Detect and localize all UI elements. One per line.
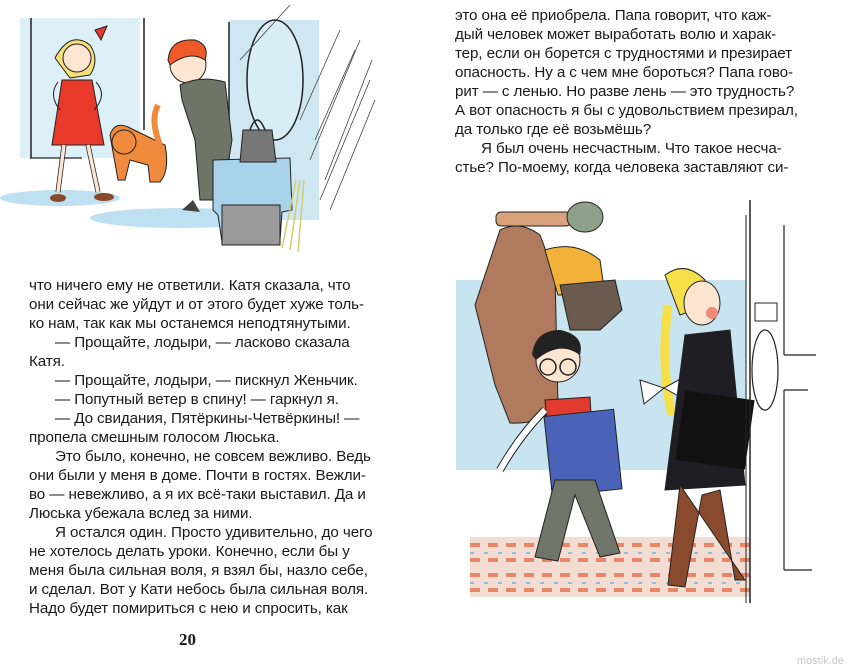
watermark: mostik.de bbox=[796, 655, 844, 667]
text-line: дый человек может выработать волю и харак- bbox=[455, 26, 777, 43]
text-line: стье? По-моему, когда человека заставляют си- bbox=[455, 159, 789, 176]
text-line: они были у меня в доме. Почти в гостях. Вежли- bbox=[29, 467, 366, 484]
text-line: ко нам, так как мы останемся неподтянутыми. bbox=[29, 315, 351, 332]
text-line: Катя. bbox=[29, 353, 65, 370]
text-line: Это было, конечно, не совсем вежливо. Ведь bbox=[55, 448, 371, 465]
page-number: 20 bbox=[179, 630, 196, 649]
right-page-text bbox=[455, 6, 808, 177]
text-line: тер, если он борется с трудностями и презирает bbox=[455, 45, 793, 62]
text-line: Я остался один. Просто удивительно, до чего bbox=[55, 524, 373, 541]
text-line: — Прощайте, лодыри, — пискнул Женьчик. bbox=[55, 372, 358, 389]
text-line: меня была сильная воля, я взял бы, назло себе, bbox=[29, 562, 368, 579]
text-line: они сейчас же уйдут и от этого будет хуже толь- bbox=[29, 296, 364, 313]
text-line: да только где её возьмёшь? bbox=[455, 121, 652, 138]
left-page-text bbox=[29, 276, 379, 618]
text-line: Я был очень несчастным. Что такое несча- bbox=[481, 140, 782, 157]
text-line: рит — с ленью. Но разве лень — это трудность? bbox=[455, 83, 795, 100]
text-line: Надо будет помириться с нею и спросить, как bbox=[29, 600, 348, 617]
text-line: что ничего ему не ответили. Катя сказала, что bbox=[29, 277, 351, 294]
illustration-kids-cat-mirror bbox=[0, 0, 420, 270]
text-line: не хотелось делать уроки. Конечно, если бы у bbox=[29, 543, 350, 560]
text-line: — Попутный ветер в спину! — гаркнул я. bbox=[55, 391, 339, 408]
illustration-kids-leaving-door bbox=[440, 185, 852, 605]
text-line: пропела смешным голосом Люська. bbox=[29, 429, 280, 446]
text-line: — До свидания, Пятёркины-Четвёркины! — bbox=[55, 410, 360, 427]
text-line: А вот опасность я бы с удовольствием презирал, bbox=[455, 102, 798, 119]
text-line: Люська убежала вслед за ними. bbox=[29, 505, 253, 522]
right-page bbox=[426, 0, 852, 671]
text-line: это она её приобрела. Папа говорит, что каж- bbox=[455, 7, 772, 24]
text-line: и сделал. Вот у Кати небось была сильная воля. bbox=[29, 581, 369, 598]
text-line: во — невежливо, а я их всё-таки выставил. Да и bbox=[29, 486, 366, 503]
text-line: опасность. Ну а с чем мне бороться? Папа гово- bbox=[455, 64, 793, 81]
text-line: — Прощайте, лодыри, — ласково сказала bbox=[55, 334, 350, 351]
